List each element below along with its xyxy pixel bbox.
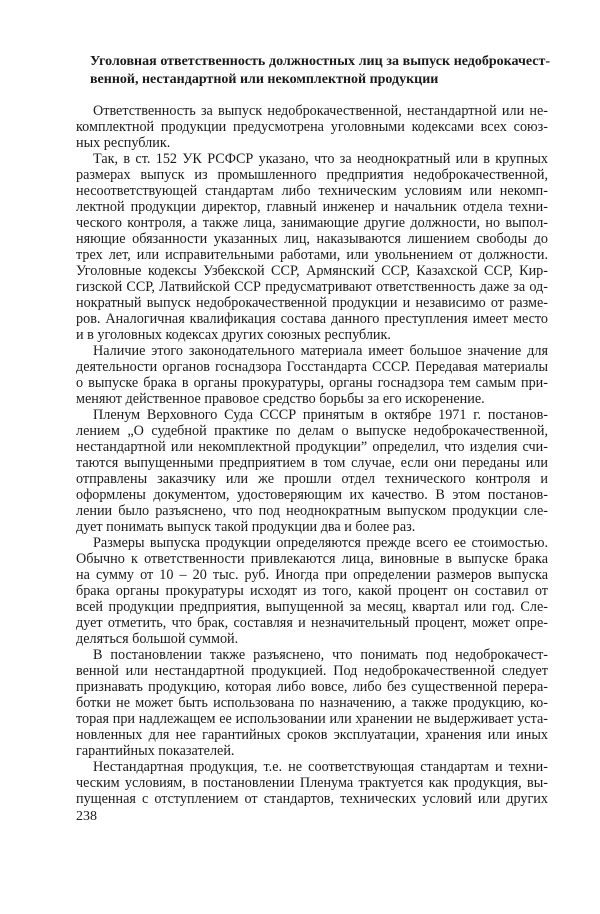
text-line: несоответствующей стандартам либо техническим условиям или некомп- [76,183,548,199]
text-line: лением „О судебной практике по делам о выпуске недоброкачественной, [76,423,548,439]
text-line: В постановлении также разъяснено, что понимать под недоброкачест- [93,647,548,663]
text-line: и в уголовных кодексах других союзных республик. [76,327,391,343]
text-line: оформлены документом, удостоверяющим их качество. В этом постанов- [76,487,548,503]
text-line: отправлены заказчику или же прошли отдел технического контроля и [76,471,548,487]
text-line: Наличие этого законодательного материала имеет большое значение для [93,343,548,359]
text-line: Обычно к ответственности привлекаются лица, виновные в выпуске брака [76,551,548,567]
heading-line: Уголовная ответственность должностных лиц за выпуск недоброкачест- [90,54,550,69]
paragraph [76,151,548,343]
text-line: о выпуске брака в органы прокуратуры, органы госнадзора тем самым при- [76,375,548,391]
text-line: дует отметить, что брак, составляя и незначительный процент, может опре- [76,615,548,631]
text-line: Ответственность за выпуск недоброкачественной, нестандартной или не- [93,103,548,119]
text-line: Размеры выпуска продукции определяются прежде всего ее стоимостью. [93,535,548,551]
text-line: няющие обязанности указанных лиц, наказываются лишением свободы до [76,231,548,247]
text-line: комплектной продукции предусмотрена уголовными кодексами всех союз- [76,119,548,135]
text-line: таются выпущенными предприятием в том случае, если они переданы или [76,455,548,471]
text-line: гарантийных показателей. [76,743,235,759]
paragraph [76,407,548,535]
text-line: на сумму от 10 – 20 тыс. руб. Иногда при определении размеров выпуска [76,567,548,583]
text-line: Нестандартная продукция, т.е. не соответствующая стандартам и техни- [93,759,548,775]
text-line: ботки не может быть использована по назначению, а также продукцию, ко- [76,695,548,711]
text-line: торая при надлежащем ее использовании или хранении не выдерживает уста- [76,711,548,727]
text-line: деятельности органов госнадзора Госстандарта СССР. Передавая материалы [76,359,548,375]
text-line: гизской ССР, Латвийской ССР предусматривают ответственность даже за од- [76,279,548,295]
text-line: ных республик. [76,135,171,151]
text-line: лектной продукции директор, главный инженер и начальник отдела техни- [76,199,548,215]
paragraph [76,103,548,151]
text-line: ческим условиям, в постановлении Пленума трактуется как продукция, вы- [76,775,548,791]
body-text [76,103,548,807]
paragraph [76,343,548,407]
text-line: пущенная с отступлением от стандартов, технических условий или других [76,791,548,807]
text-line: лении было разъяснено, что под неоднократным выпуском продукции сле- [76,503,548,519]
page-number: 238 [76,809,97,824]
text-line: нестандартной или некомплектной продукции” определил, что изделия счи- [76,439,548,455]
text-line: меняют действенное правовое средство борьбы за его искоренение. [76,391,485,407]
text-line: дует понимать выпуск такой продукции два и более раз. [76,519,416,535]
text-line: новленных для нее гарантийных сроков эксплуатации, хранения или иных [76,727,548,743]
text-line: ров. Аналогичная квалификация состава данного преступления имеет место [76,311,548,327]
text-line: всей продукции предприятия, выпущенной за месяц, квартал или год. Сле- [76,599,548,615]
text-line: признавать продукцию, которая либо вовсе, либо без существенной перера- [76,679,548,695]
paragraph [76,535,548,647]
heading-line: венной, нестандартной или некомплектной продукции [90,71,439,87]
text-line: венной или нестандартной продукцией. Под недоброкачественной следует [76,663,548,679]
text-line: ческого контроля, а также лица, занимающие другие должности, но выпол- [76,215,548,231]
paragraph [76,647,548,759]
text-line: Уголовные кодексы Узбекской ССР, Армянский ССР, Казахской ССР, Кир- [76,263,548,279]
text-line: деляться большой суммой. [76,631,239,647]
text-line: Так, в ст. 152 УК РСФСР указано, что за неоднократный или в крупных [93,151,548,167]
section-heading [90,53,550,88]
text-line: Пленум Верховного Суда СССР принятым в октябре 1971 г. постанов- [93,407,548,423]
text-line: размерах выпуск из промышленного предприятия недоброкачественной, [76,167,548,183]
paragraph [76,759,548,807]
text-line: трех лет, или исправительными работами, или увольнением от должности. [76,247,548,263]
text-line: брака органы прокуратуры исходят из того, какой процент он составил от [76,583,548,599]
text-line: нократный выпуск недоброкачественной продукции и независимо от разме- [76,295,548,311]
